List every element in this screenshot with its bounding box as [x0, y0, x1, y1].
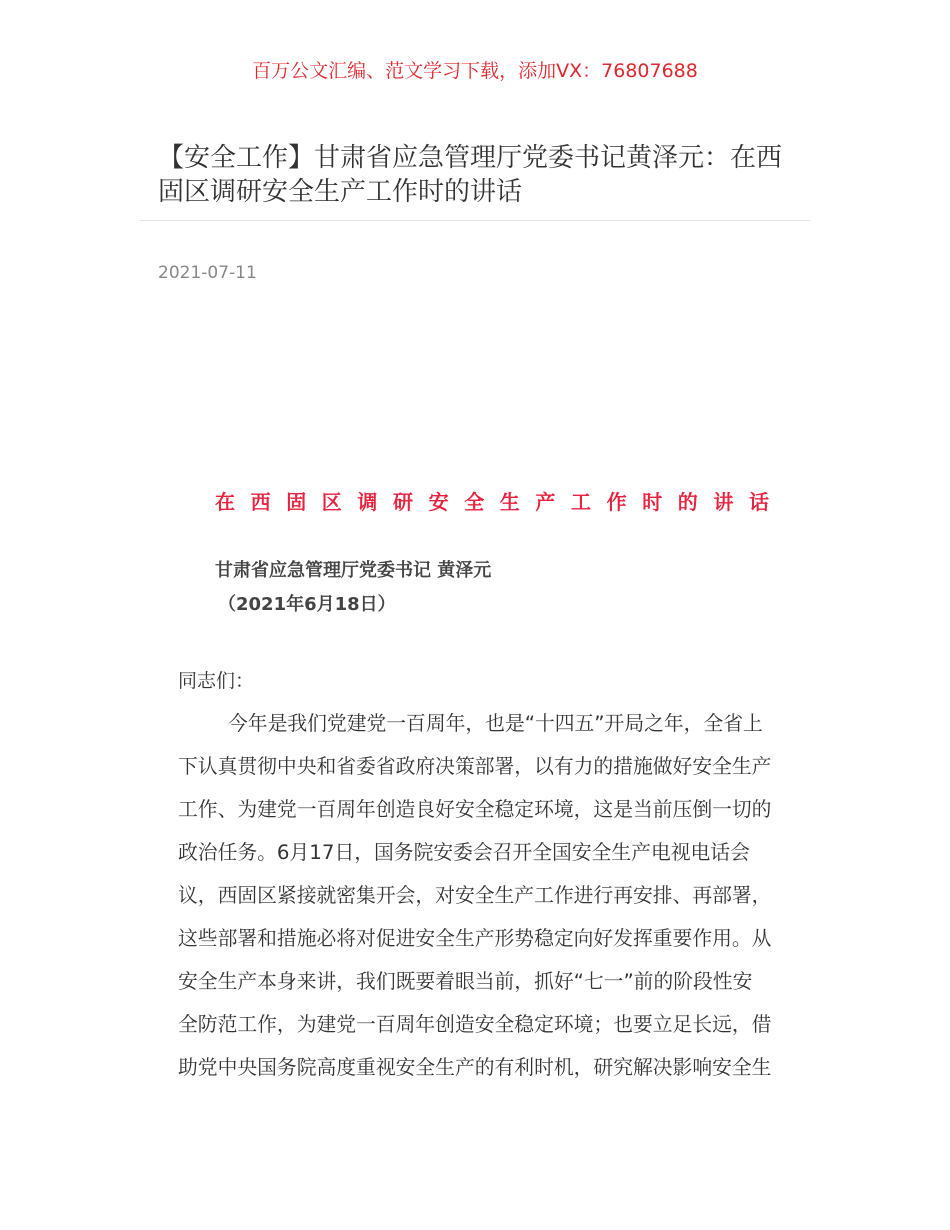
body-line: 今年是我们党建党一百周年，也是“十四五”开局之年，全省上: [228, 712, 763, 735]
divider: [140, 220, 810, 221]
speech-title: 在西固区调研安全生产工作时的讲话: [215, 490, 785, 514]
promo-banner: 百万公文汇编、范文学习下载，添加VX：76807688: [252, 60, 698, 82]
body-line: 下认真贯彻中央和省委省政府决策部署，以有力的措施做好安全生产: [178, 755, 772, 778]
article-title-line-1: 【安全工作】甘肃省应急管理厅党委书记黄泽元：在西: [158, 143, 783, 173]
body-line: 安全生产本身来讲，我们既要着眼当前，抓好“七一”前的阶段性安: [178, 970, 753, 993]
body-line: 政治任务。6月17日，国务院安委会召开全国安全生产电视电话会: [178, 841, 750, 864]
article-date: 2021-07-11: [158, 263, 257, 283]
body-line: 全防范工作，为建党一百周年创造安全稳定环境；也要立足长远，借: [178, 1013, 772, 1036]
speech-author: 甘肃省应急管理厅党委书记 黄泽元: [215, 560, 492, 581]
speech-date: （2021年6月18日）: [218, 594, 396, 615]
article-title-line-2: 固区调研安全生产工作时的讲话: [158, 177, 523, 207]
body-line: 工作、为建党一百周年创造良好安全稳定环境，这是当前压倒一切的: [178, 798, 772, 821]
body-line: 助党中央国务院高度重视安全生产的有利时机，研究解决影响安全生: [178, 1056, 772, 1079]
body-line: 议，西固区紧接就密集开会，对安全生产工作进行再安排、再部署，: [178, 884, 772, 907]
greeting: 同志们：: [178, 670, 255, 692]
body-line: 这些部署和措施必将对促进安全生产形势稳定向好发挥重要作用。从: [178, 927, 772, 950]
